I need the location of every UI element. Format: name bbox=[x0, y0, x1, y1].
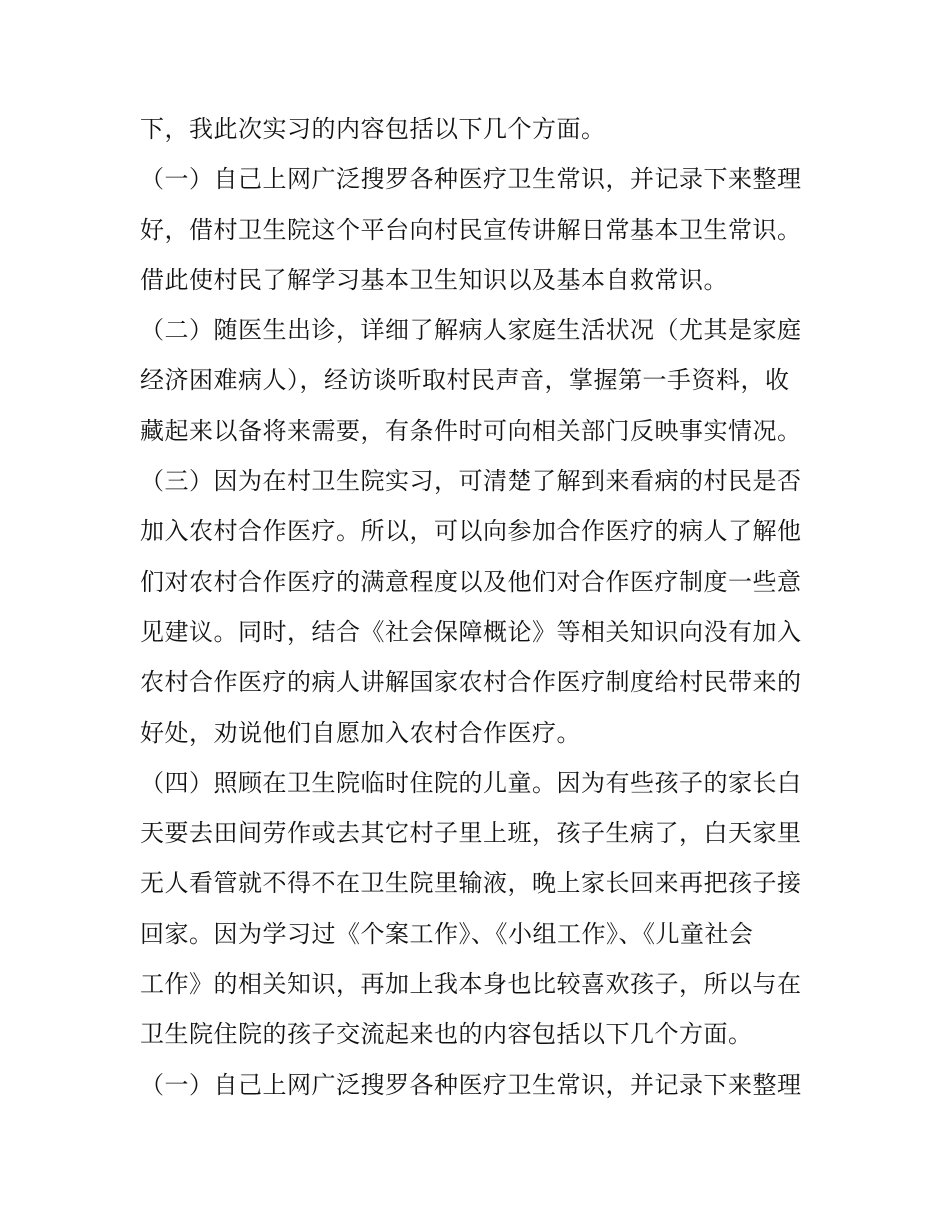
text-line: 卫生院住院的孩子交流起来也的内容包括以下几个方面。 bbox=[140, 1020, 753, 1049]
text-line: （一）自己上网广泛搜罗各种医疗卫生常识，并记录下来整理 bbox=[140, 1070, 802, 1099]
text-line: 好处，劝说他们自愿加入农村合作医疗。 bbox=[140, 718, 581, 747]
text-line: （四）照顾在卫生院临时住院的儿童。因为有些孩子的家长白 bbox=[140, 768, 802, 797]
text-line: 经济困难病人），经访谈听取村民声音，掌握第一手资料，收 bbox=[140, 366, 790, 395]
text-line: 无人看管就不得不在卫生院里输液，晚上家长回来再把孩子接 bbox=[140, 869, 802, 898]
text-line: 借此使村民了解学习基本卫生知识以及基本自救常识。 bbox=[140, 265, 728, 294]
text-line: （一）自己上网广泛搜罗各种医疗卫生常识，并记录下来整理 bbox=[140, 165, 802, 194]
text-line: 天要去田间劳作或去其它村子里上班，孩子生病了，白天家里 bbox=[140, 819, 802, 848]
text-line: 回家。因为学习过《个案工作》、《小组工作》、《儿童社会 bbox=[140, 919, 754, 948]
text-line: 藏起来以备将来需要，有条件时可向相关部门反映事实情况。 bbox=[140, 416, 802, 445]
text-line: 加入农村合作医疗。所以，可以向参加合作医疗的病人了解他 bbox=[140, 517, 802, 546]
text-line: （二）随医生出诊，详细了解病人家庭生活状况（尤其是家庭 bbox=[140, 316, 802, 345]
text-line: 农村合作医疗的病人讲解国家农村合作医疗制度给村民带来的 bbox=[140, 668, 802, 697]
document-body bbox=[140, 104, 820, 1110]
text-line: 们对农村合作医疗的满意程度以及他们对合作医疗制度一些意 bbox=[140, 567, 802, 596]
text-line: 见建议。同时，结合《社会保障概论》等相关知识向没有加入 bbox=[140, 617, 802, 646]
text-line: （三）因为在村卫生院实习，可清楚了解到来看病的村民是否 bbox=[140, 467, 802, 496]
text-line: 工作》的相关知识，再加上我本身也比较喜欢孩子，所以与在 bbox=[140, 970, 802, 999]
text-line: 好，借村卫生院这个平台向村民宣传讲解日常基本卫生常识。 bbox=[140, 215, 802, 244]
text-line: 下，我此次实习的内容包括以下几个方面。 bbox=[140, 115, 606, 143]
